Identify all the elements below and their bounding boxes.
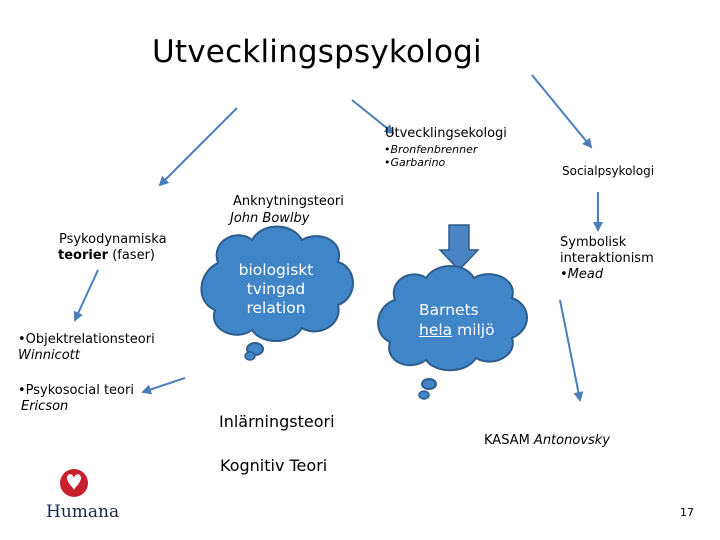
utvecklingsekologi-item: •Bronfenbrenner [384, 143, 478, 156]
cloud-right-text [419, 300, 495, 340]
objektrelation-line1: •Objektrelationsteori [18, 332, 155, 347]
psykosocial-line2: Ericson [21, 399, 69, 414]
psykodynamiska-faser: (faser) [108, 248, 155, 263]
objektrelation-line2: Winnicott [18, 348, 80, 363]
kasam-bold: KASAM [484, 433, 530, 448]
page-number: 17 [680, 506, 694, 519]
psykodynamiska-line1: Psykodynamiska [59, 232, 167, 247]
block-arrow-down [440, 225, 478, 270]
kasam-label [484, 433, 610, 448]
cloud-right-line1: Barnets [419, 301, 479, 319]
socialpsykologi-label: Socialpsykologi [562, 164, 655, 178]
arrow-to-socialpsykologi [532, 75, 591, 147]
inlarningsteori-label: Inlärningsteori [219, 412, 335, 431]
arrow-to-psykodynamiska [160, 108, 237, 185]
symbolisk-line3: •Mead [560, 267, 604, 282]
symbolisk-line1: Symbolisk [560, 235, 627, 250]
humana-logo-text: Humana [46, 502, 120, 522]
psykodynamiska-line2 [58, 248, 155, 263]
cloud-left-text [224, 261, 328, 318]
psykodynamiska-teorier: teorier [58, 248, 109, 263]
cloud-right-line2 [419, 320, 495, 340]
page-title: Utvecklingspsykologi [152, 34, 482, 70]
cloud-right-milj: miljö [452, 321, 495, 339]
cloud-left-line: biologiskt [238, 261, 314, 279]
kasam-author: Antonovsky [529, 433, 610, 448]
anknytningsteori-author: John Bowlby [230, 211, 310, 226]
arrow-to-psykosocial [143, 378, 185, 392]
cloud-left-line: relation [246, 299, 306, 317]
kognitiv-teori-label: Kognitiv Teori [220, 456, 328, 475]
anknytningsteori-heading: Anknytningsteori [233, 194, 344, 209]
utvecklingsekologi-item: •Garbarino [384, 156, 446, 169]
utvecklingsekologi-heading: Utvecklingsekologi [385, 126, 507, 141]
arrow-to-objektrelation [75, 270, 98, 320]
arrow-to-kasam [560, 300, 580, 400]
cloud-left-line: tvingad [246, 280, 306, 298]
symbolisk-line2: interaktionism [560, 251, 654, 266]
psykosocial-line1: •Psykosocial teori [18, 383, 134, 398]
humana-heart-icon [60, 469, 88, 497]
cloud-right-hela: hela [419, 321, 453, 339]
